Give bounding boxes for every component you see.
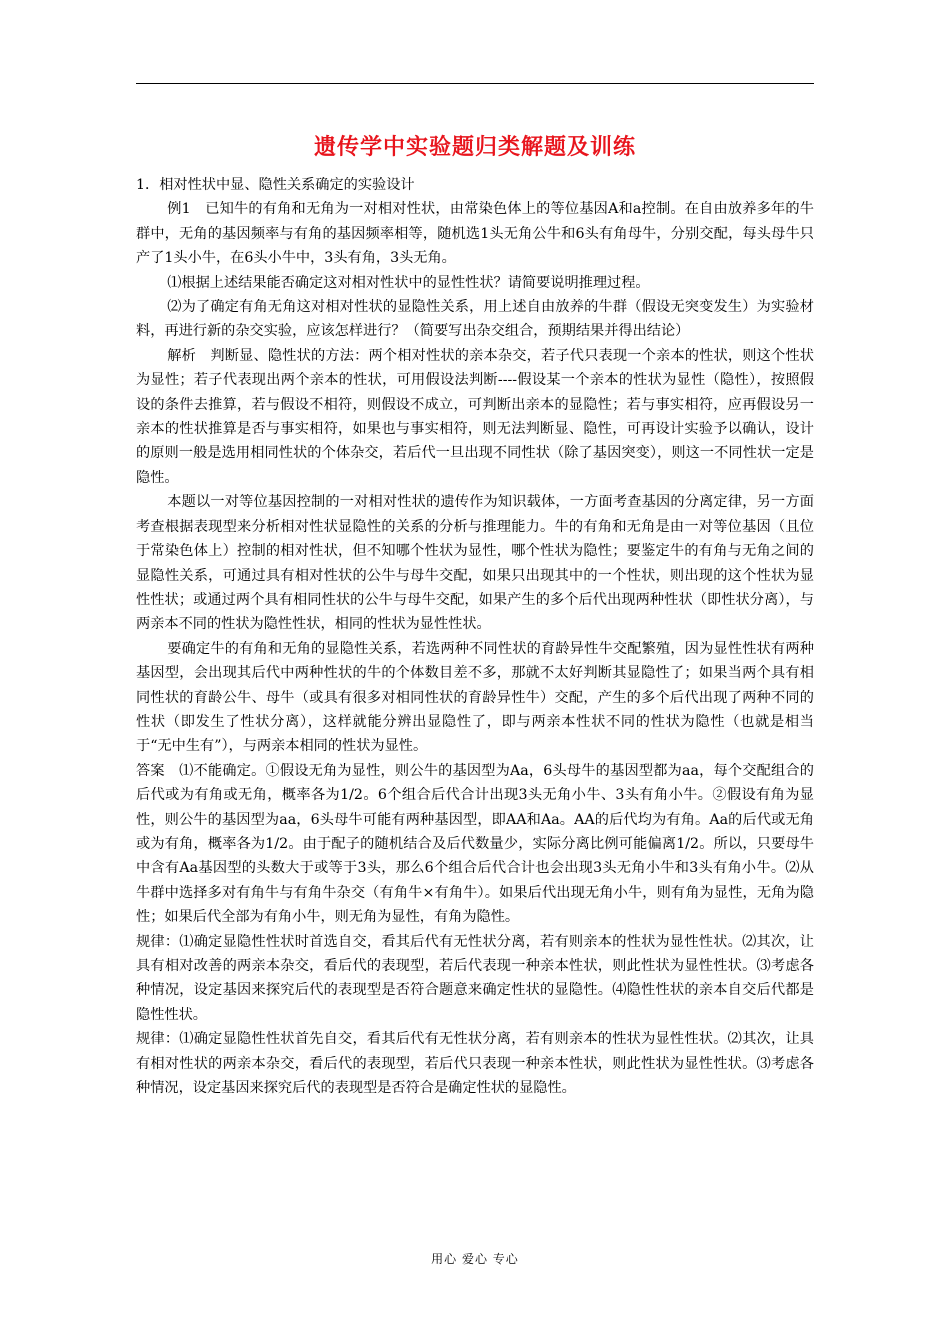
section-heading: 1．相对性状中显、隐性关系确定的实验设计 [136, 177, 415, 193]
rule-paragraph-2: 规律：⑴确定显隐性性状首先自交，看其后代有无性状分离，若有则亲本的性状为显性性状。⑵其次，让具有相对性状的两亲本杂交，看后代的表现型，若后代只表现一种亲本性状，则此性状为显性性状。⑶考虑各种情况，设定基因来探究后代的表现型是否符合是确定性状的显隐性。 [136, 1031, 814, 1097]
analysis-paragraph-1: 解析 判断显、隐性状的方法：两个相对性状的亲本杂交，若子代只表现一个亲本的性状，则这个性状为显性；若子代表现出两个亲本的性状，可用假设法判断----假设某一个亲本的性状为显性（隐性），按照假设的条件去推算，若与假设不相符，则假设不成立，可判断出亲本的显隐性；若与事实相符，应再假设另一亲本的性状推算是否与事实相符，如果也与事实相符，则无法判断显、隐性，可再设计实验予以确认，设计的原则一般是选用相同性状的个体杂交，若后代一旦出现不同性状（除了基因突变），则这一不同性状一定是隐性。 [136, 347, 814, 486]
answer-paragraph: 答案 ⑴不能确定。①假设无角为显性，则公牛的基因型为Aa，6头母牛的基因型都为aa，每个交配组合的后代或为有角或无角，概率各为1/2。6个组合后代合计出现3头无角小牛、3头有角小牛。②假设有角为显性，则公牛的基因型为aa，6头母牛可能有两种基因型，即AA和Aa。AA的后代均为有角。Aa的后代或无角或为有角，概率各为1/2。由于配子的随机结合及后代数量少，实际分离比例可能偏离1/2。所以，只要母牛中含有Aa基因型的头数大于或等于3头，那么6个组合后代合计也会出现3头无角小牛和3头有角小牛。⑵从牛群中选择多对有角牛与有角牛杂交（有角牛×有角牛）。如果后代出现无角小牛，则有角为显性，无角为隐性；如果后代全部为有角小牛，则无角为显性，有角为隐性。 [136, 762, 814, 926]
document-body [136, 173, 814, 1100]
analysis-paragraph-3: 要确定牛的有角和无角的显隐性关系，若选两种不同性状的育龄异性牛交配繁殖，因为显性性状有两种基因型，会出现其后代中两种性状的牛的个体数目差不多，那就不太好判断其显隐性了；如果当两个具有相同性状的育龄公牛、母牛（或具有很多对相同性状的育龄异性牛）交配，产生的多个后代出现了两种不同的性状（即发生了性状分离），这样就能分辨出显隐性了，即与两亲本性状不同的性状为隐性（也就是相当于“无中生有”），与两亲本相同的性状为显性。 [136, 640, 814, 755]
document-title: 遗传学中实验题归类解题及训练 [313, 135, 636, 160]
example-paragraph: 例1 已知牛的有角和无角为一对相对性状，由常染色体上的等位基因A和a控制。在自由放养多年的牛群中，无角的基因频率与有角的基因频率相等，随机选1头无角公牛和6头有角母牛，分别交配，每头母牛只产了1头小牛，在6头小牛中，3头有角，3头无角。 [136, 201, 814, 267]
analysis-paragraph-2: 本题以一对等位基因控制的一对相对性状的遗传作为知识载体，一方面考查基因的分离定律，另一方面考查根据表现型来分析相对性状显隐性的关系的分析与推理能力。牛的有角和无角是由一对等位基因（且位于常染色体上）控制的相对性状，但不知哪个性状为显性，哪个性状为隐性；要鉴定牛的有角与无角之间的显隐性关系，可通过具有相对性状的公牛与母牛交配，如果只出现其中的一个性状，则出现的这个性状为显性性状；或通过两个具有相同性状的公牛与母牛交配，如果产生的多个后代出现两种性状（即性状分离），与两亲本不同的性状为隐性性状，相同的性状为显性性状。 [136, 494, 814, 633]
rule-paragraph-1: 规律：⑴确定显隐性性状时首选自交，看其后代有无性状分离，若有则亲本的性状为显性性状。⑵其次，让具有相对改善的两亲本杂交，看后代的表现型，若后代表现一种亲本性状，则此性状为显性性状。⑶考虑各种情况，设定基因来探究后代的表现型是否符合题意来确定性状的显隐性。⑷隐性性状的亲本自交后代都是隐性性状。 [136, 933, 814, 1023]
question-2: ⑵为了确定有角无角这对相对性状的显隐性关系，用上述自由放养的牛群（假设无突变发生）为实验材料，再进行新的杂交实验，应该怎样进行？（简要写出杂交组合，预期结果并得出结论） [136, 299, 814, 340]
question-1: ⑴根据上述结果能否确定这对相对性状中的显性性状？请简要说明推理过程。 [167, 274, 650, 291]
header-rule [136, 83, 814, 84]
page-footer: 用心 爱心 专心 [431, 1252, 519, 1266]
